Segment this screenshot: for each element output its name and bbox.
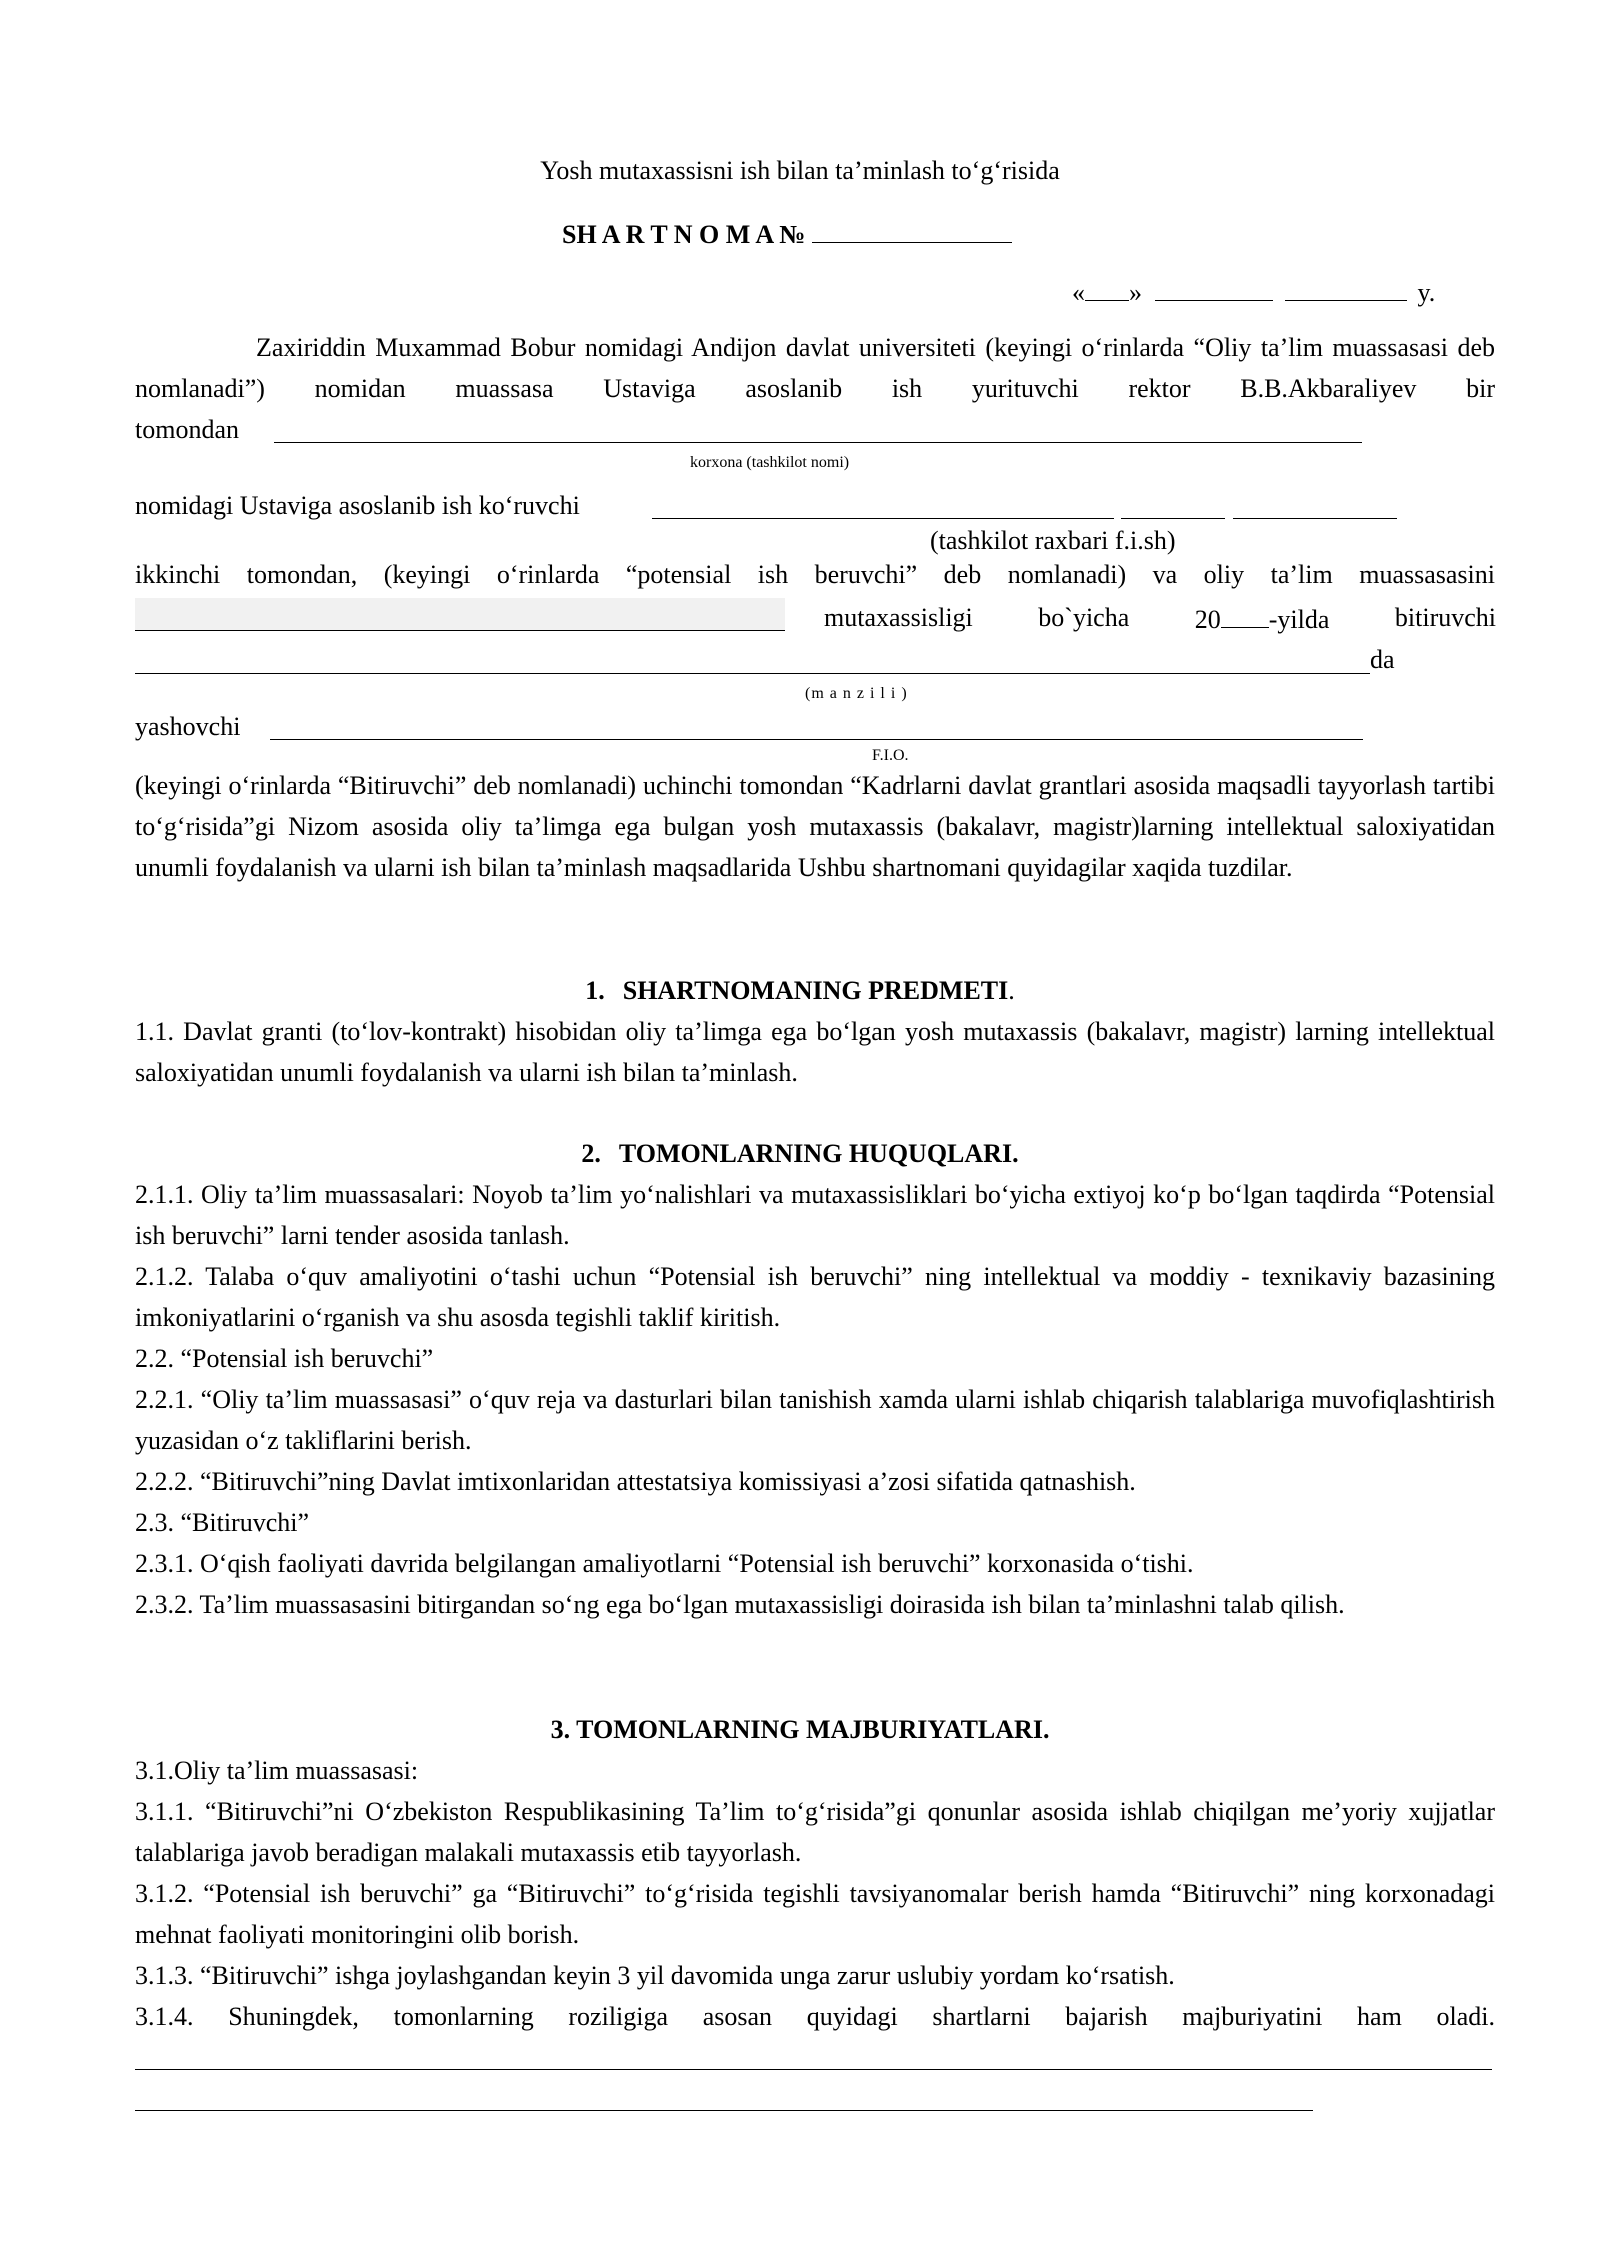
second-party-line [135,554,1495,595]
section2-item: 2.1.2. Talaba o‘quv amaliyotini o‘tashi uchun “Potensial ish beruvchi” ning intellektual va moddiy - texnikaviy bazasining imkoniyatlarini o‘rganish va shu asosda tegishli taklif kiritish. [135,1262,1495,1332]
intro-paragraph-2 [135,765,1495,888]
section2-number: 2. [581,1139,601,1168]
organization-name-blank[interactable] [274,442,1362,443]
contract-subtitle [0,150,1600,191]
section3-item: 3.1.1. “Bitiruvchi”ni O‘zbekiston Respublikasining Ta’lim to‘g‘risida”gi qonunlar asosida ishlab chiqilgan me’yoriy xujjatlar talablariga javob beradigan malakali mutaxassis etib tayyorlash. [135,1797,1495,1867]
section1-title: SHARTNOMANING PREDMETI [622,976,1009,1005]
section1-heading [0,970,1600,1011]
head-caption-text: (tashkilot raxbari f.i.sh) [930,526,1176,555]
year-prefix: 20 [1194,605,1221,634]
section3-title: 3. TOMONLARNING MAJBURIYATLARI. [550,1715,1050,1744]
head-name-blank-2[interactable] [1121,518,1225,519]
section3-item: 3.1.4. Shuningdek, tomonlarning roziligiga asosan quyidagi shartlarni bajarish majburiyatini ham oladi. [135,2002,1495,2031]
fio-caption: F.I.O. [872,747,909,764]
section2-item: 2.2.2. “Bitiruvchi”ning Davlat imtixonlaridan attestatsiya komissiyasi a’zosi sifatida qatnashish. [135,1467,1136,1496]
section2-body [135,1174,1495,1625]
section1-number: 1. [585,976,605,1005]
ustav-line [135,485,580,526]
da-label-wrap [1370,639,1395,680]
yashovchi-label: yashovchi [135,712,241,741]
intro-para2-text: (keyingi o‘rinlarda “Bitiruvchi” deb nomlanadi) uchinchi tomondan “Kadrlarni davlat grantlari asosida maqsadli tayyorlash tartibi to‘g‘risida”gi Nizom asosida oliy ta’limga ega bulgan yosh mutaxassis (bakalavr, magistr)larning intellektual saloxiyatidan unumli foydalanish va ularni ish bilan ta’minlash maqsadlarida Ushbu shartnomani quyidagilar xaqida tuzdilar. [135,771,1495,882]
section2-item: 2.3. “Bitiruvchi” [135,1508,310,1537]
year-blank[interactable] [1285,270,1407,301]
section2-item: 2.3.2. Ta’lim muassasasini bitirgandan so‘ng ega bo‘lgan mutaxassisligi doirasida ish bilan ta’minlashni talab qilish. [135,1590,1345,1619]
graduation-year-blank[interactable] [1221,597,1269,628]
section2-heading [0,1133,1600,1174]
ustav-label: nomidagi Ustaviga asoslanib ish ko‘ruvchi [135,491,580,520]
title-text: SH A R T N O M A № [562,220,806,249]
organization-caption: korxona (tashkilot nomi) [690,454,850,471]
section2-item: 2.2. “Potensial ish beruvchi” [135,1344,434,1373]
specialty-label: mutaxassisligi [824,603,973,632]
second-party-text: ikkinchi tomondan, (keyingi o‘rinlarda “potensial ish beruvchi” deb nomlanadi) va oliy ta’lim muassasasini [135,560,1495,589]
intro-paragraph [135,327,1495,409]
year-suffix: y. [1417,278,1436,307]
section1-body [135,1011,1495,1093]
section1-item: 1.1. Davlat granti (to‘lov-kontrakt) hisobidan oliy ta’limga ega bo‘lgan yosh mutaxassis (bakalavr, magistr) larning intellektual saloxiyatidan unumli foydalanish va ularni ish bilan ta’minlash. [135,1017,1495,1087]
extra-conditions-blank-2[interactable] [135,2110,1313,2111]
specialty-blank[interactable] [135,630,785,631]
section3-item: 3.1.3. “Bitiruvchi” ishga joylashgandan keyin 3 yil davomida unga zarur uslubiy yordam ko‘rsatish. [135,1961,1175,1990]
address-blank[interactable] [135,673,1370,674]
month-blank[interactable] [1155,270,1273,301]
section2-item: 2.1.1. Oliy ta’lim muassasalari: Noyob ta’lim yo‘nalishlari va mutaxassisliklari bo‘yicha extiyoj ko‘p bo‘lgan taqdirda “Potensial ish beruvchi” larni tender asosida tanlash. [135,1180,1495,1250]
section3-heading [0,1709,1600,1750]
contract-date [1072,270,1435,313]
bitiruvchi-label: bitiruvchi [1394,603,1496,632]
section3-body [135,1750,1495,2037]
specialty-line [824,597,1496,640]
date-open-quote: « [1072,278,1085,307]
contract-title [562,212,1012,255]
section3-item: 3.1.2. “Potensial ish beruvchi” ga “Bitiruvchi” to‘g‘risida tegishli tavsiyanomalar berish hamda “Bitiruvchi” ning korxonadagi mehnat faoliyati monitoringini olib borish. [135,1879,1495,1949]
da-label: da [1370,645,1395,674]
section1-dot: . [1008,976,1015,1005]
yashovchi-line [135,706,240,747]
address-caption: (m a n z i l i ) [805,685,908,702]
yilda-label: -yilda [1268,605,1330,634]
specialty-field-shade [135,598,785,630]
subtitle-text: Yosh mutaxassisni ish bilan ta’minlash to‘g‘risida [540,156,1060,185]
intro-para-text: Zaxiriddin Muxammad Bobur nomidagi Andijon davlat universiteti (keyingi o‘rinlarda “Oliy ta’lim muassasasi deb nomlanadi”) nomidan muassasa Ustaviga asoslanib ish yurituvchi rektor B.B.Akbaraliyev bir [135,333,1495,403]
section3-item: 3.1.Oliy ta’lim muassasasi: [135,1756,419,1785]
section2-item: 2.3.1. O‘qish faoliyati davrida belgilangan amaliyotlarni “Potensial ish beruvchi” korxonasida o‘tishi. [135,1549,1194,1578]
first-party-line [135,409,239,450]
tomondan-label: tomondan [135,415,239,444]
date-close-quote: » [1129,278,1142,307]
head-name-blank-1[interactable] [652,518,1114,519]
head-name-blank-3[interactable] [1233,518,1397,519]
contract-number-blank[interactable] [812,212,1012,243]
year-group [1195,597,1330,640]
day-blank[interactable] [1085,270,1129,301]
section2-item: 2.2.1. “Oliy ta’lim muassasasi” o‘quv reja va dasturlari bilan tanishish xamda ularni ishlab chiqarish talablariga muvofiqlashtirish yuzasidan o‘z takliflarini berish. [135,1385,1495,1455]
fio-blank[interactable] [270,739,1363,740]
extra-conditions-blank-1[interactable] [135,2069,1492,2070]
boyicha-label: bo`yicha [1038,603,1130,632]
section2-title: TOMONLARNING HUQUQLARI. [618,1139,1019,1168]
